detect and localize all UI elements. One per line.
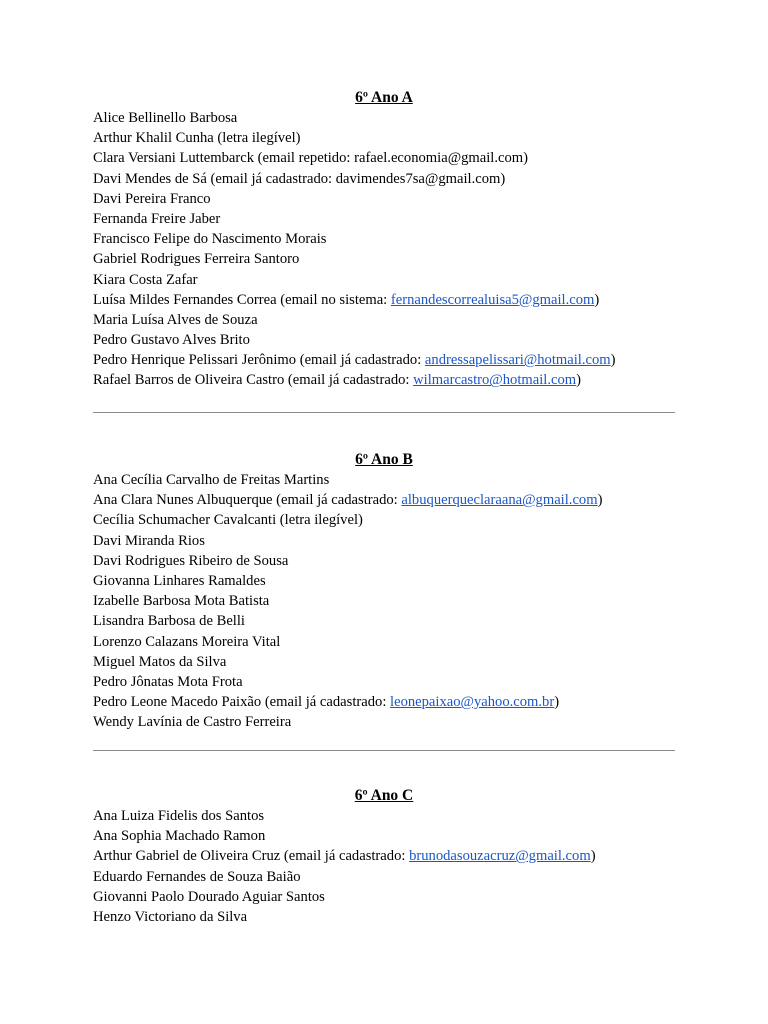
student-entry <box>93 531 675 551</box>
student-name: Clara Versiani Luttembarck (email repetido: rafael.economia@gmail.com) <box>93 150 528 167</box>
student-name: Kiara Costa Zafar <box>93 271 198 288</box>
student-name: Davi Pereira Franco <box>93 190 211 207</box>
student-entry <box>93 229 675 249</box>
student-name: Davi Miranda Rios <box>93 532 205 549</box>
section-title: 6º Ano B <box>355 451 413 468</box>
student-entry <box>93 510 675 530</box>
student-entry <box>93 672 675 692</box>
student-name: Fernanda Freire Jaber <box>93 210 221 227</box>
student-name: Rafael Barros de Oliveira Castro (email já cadastrado: <box>93 372 414 389</box>
student-name: Maria Luísa Alves de Souza <box>93 311 258 328</box>
student-name: Lorenzo Calazans Moreira Vital <box>93 633 281 650</box>
student-entry <box>93 551 675 571</box>
student-entry <box>93 652 675 672</box>
student-entry <box>93 490 675 510</box>
email-link[interactable]: leonepaixao@yahoo.com.br <box>390 694 555 711</box>
student-entry <box>93 189 675 209</box>
student-name: Davi Rodrigues Ribeiro de Sousa <box>93 552 289 569</box>
student-name: Arthur Gabriel de Oliveira Cruz (email já cadastrado: <box>93 848 410 865</box>
student-name: Ana Cecília Carvalho de Freitas Martins <box>93 472 330 488</box>
student-name: Ana Luiza Fidelis dos Santos <box>93 808 265 824</box>
student-entry <box>93 632 675 652</box>
closing-paren: ) <box>597 492 603 509</box>
student-name: Giovanni Paolo Dourado Aguiar Santos <box>93 888 325 905</box>
student-entry <box>93 826 675 846</box>
student-name: Luísa Mildes Fernandes Correa (email no sistema: <box>93 291 391 308</box>
student-entry <box>93 867 675 887</box>
student-name: Henzo Victoriano da Silva <box>93 908 248 925</box>
email-link[interactable]: fernandescorrealuisa5@gmail.com <box>390 291 595 308</box>
class-section-6a <box>93 88 675 391</box>
student-name: Francisco Felipe do Nascimento Morais <box>93 231 327 248</box>
student-name: Arthur Khalil Cunha (letra ilegível) <box>93 130 301 147</box>
student-name: Davi Mendes de Sá (email já cadastrado: davimendes7sa@gmail.com) <box>93 170 506 187</box>
student-entry <box>93 846 675 866</box>
student-entry <box>93 249 675 269</box>
student-entry <box>93 108 675 128</box>
student-entry <box>93 310 675 330</box>
section-title: 6º Ano A <box>355 89 413 106</box>
class-section-6b <box>93 450 675 732</box>
student-name: Cecília Schumacher Cavalcanti (letra ilegível) <box>93 512 363 529</box>
closing-paren: ) <box>554 694 560 711</box>
student-list <box>93 806 675 927</box>
student-entry <box>93 887 675 907</box>
section-title: 6º Ano C <box>354 787 414 804</box>
student-entry <box>93 806 675 826</box>
student-name: Alice Bellinello Barbosa <box>93 110 238 126</box>
student-list <box>93 470 675 732</box>
student-list <box>93 108 675 391</box>
closing-paren: ) <box>610 352 616 369</box>
student-entry <box>93 591 675 611</box>
student-entry <box>93 350 675 370</box>
student-name: Izabelle Barbosa Mota Batista <box>93 593 270 610</box>
student-entry <box>93 209 675 229</box>
student-name: Pedro Henrique Pelissari Jerônimo (email já cadastrado: <box>93 352 425 369</box>
student-entry <box>93 571 675 591</box>
email-link[interactable]: andressapelissari@hotmail.com <box>424 352 611 369</box>
student-entry <box>93 330 675 350</box>
student-entry <box>93 169 675 189</box>
student-name: Wendy Lavínia de Castro Ferreira <box>93 714 292 731</box>
student-name: Miguel Matos da Silva <box>93 653 227 670</box>
student-entry <box>93 712 675 732</box>
section-divider <box>93 750 675 751</box>
student-entry <box>93 907 675 927</box>
closing-paren: ) <box>594 291 600 308</box>
student-entry <box>93 370 675 390</box>
student-name: Gabriel Rodrigues Ferreira Santoro <box>93 251 300 268</box>
student-name: Ana Sophia Machado Ramon <box>93 828 266 845</box>
section-divider <box>93 412 675 413</box>
student-name: Eduardo Fernandes de Souza Baião <box>93 868 301 885</box>
closing-paren: ) <box>576 372 581 389</box>
student-name: Ana Clara Nunes Albuquerque (email já cadastrado: <box>93 492 402 509</box>
email-link[interactable]: brunodasouzacruz@gmail.com <box>409 848 591 865</box>
email-link[interactable]: wilmarcastro@hotmail.com <box>413 372 577 389</box>
student-name: Pedro Jônatas Mota Frota <box>93 673 243 690</box>
student-entry <box>93 148 675 168</box>
student-entry <box>93 611 675 631</box>
closing-paren: ) <box>590 848 596 865</box>
student-name: Pedro Leone Macedo Paixão (email já cadastrado: <box>93 694 391 711</box>
class-section-6c <box>93 786 675 927</box>
student-entry <box>93 270 675 290</box>
student-entry <box>93 692 675 712</box>
email-link[interactable]: albuquerqueclaraana@gmail.com <box>401 492 598 509</box>
student-name: Giovanna Linhares Ramaldes <box>93 572 266 589</box>
student-entry <box>93 290 675 310</box>
student-name: Lisandra Barbosa de Belli <box>93 613 245 630</box>
student-entry <box>93 128 675 148</box>
student-name: Pedro Gustavo Alves Brito <box>93 332 250 349</box>
student-entry <box>93 470 675 490</box>
